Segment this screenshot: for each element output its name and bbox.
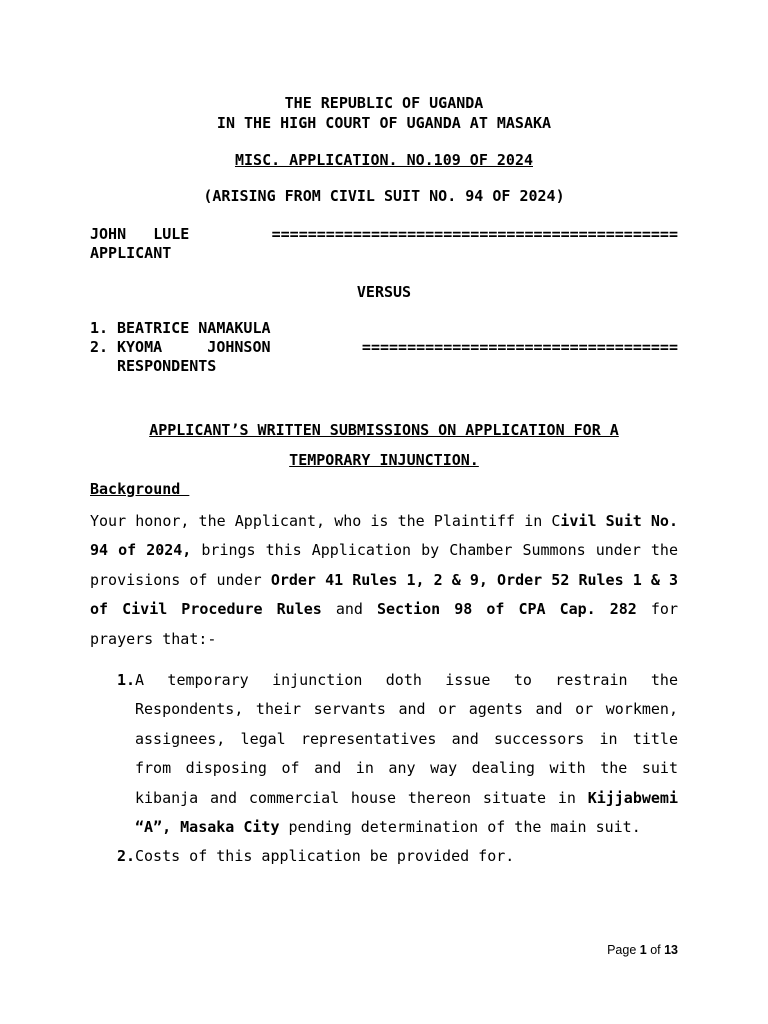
applicant-rule: ============================================= [271, 225, 678, 243]
republic-title: THE REPUBLIC OF UGANDA [284, 94, 484, 112]
prayer-1-text-1: A temporary injunction doth issue to restrain the Respondents, their servants and or agents and or workmen, assignees, legal representatives and successors in title from disposing of and in any way dealing with the suit kibanja and commercial house thereon situate in [135, 671, 678, 807]
respondents-role: RESPONDENTS [117, 357, 217, 375]
applicant-name: JOHN LULE [90, 225, 190, 243]
applicant-line [90, 225, 678, 244]
page-footer [607, 943, 678, 957]
prayer-text [135, 666, 678, 842]
prayer-number: 1. [116, 671, 135, 690]
background-text-4: for prayers that:- [90, 600, 678, 648]
respondent-1 [90, 319, 678, 338]
respondent-rule: =================================== [361, 338, 678, 356]
background-text-3: and [321, 600, 377, 619]
arising-from: (ARISING FROM CIVIL SUIT NO. 94 OF 2024) [203, 187, 565, 205]
background-text-1: Your honor, the Applicant, who is the Plaintiff in C [90, 512, 561, 530]
section-ref: Section 98 of CPA Cap. 282 [376, 600, 637, 619]
prayer-number: 2. [116, 847, 135, 866]
submission-title [90, 415, 678, 475]
versus-label: VERSUS [356, 283, 412, 301]
background-text-2: brings this Application by Chamber Summons under the provisions of under [90, 541, 678, 589]
list-item [90, 666, 678, 842]
submission-title-line-1: APPLICANT’S WRITTEN SUBMISSIONS ON APPLICATION FOR A [149, 421, 619, 439]
respondent-1-number: 1. [90, 319, 109, 337]
page-number: 1 [639, 943, 647, 957]
respondent-2-number: 2. [90, 338, 109, 356]
respondent-2 [90, 338, 678, 357]
prayer-1-text-2: pending determination of the main suit. [279, 818, 641, 837]
page-word: Page [607, 943, 640, 957]
court-title: IN THE HIGH COURT OF UGANDA AT MASAKA [216, 114, 552, 132]
background-paragraph [90, 507, 678, 654]
order-rules-ref: Order 41 Rules 1, 2 & 9, Order 52 Rules 1 & 3 of Civil Procedure Rules [90, 570, 678, 619]
civil-suit-ref: ivil Suit No. 94 of 2024, [90, 512, 678, 560]
applicant-role: APPLICANT [90, 244, 172, 262]
respondent-2-name: KYOMA JOHNSON [117, 338, 271, 356]
case-number: MISC. APPLICATION. NO.109 OF 2024 [234, 151, 533, 169]
list-item [90, 842, 678, 871]
prayer-text: Costs of this application be provided for. [135, 847, 515, 866]
submission-title-line-2: TEMPORARY INJUNCTION. [289, 451, 479, 469]
respondents-block [90, 319, 678, 376]
prayers-list [90, 666, 678, 872]
location-ref: Kijjabwemi “A”, Masaka City [135, 788, 678, 837]
page-total: 13 [664, 943, 678, 957]
respondent-1-name: BEATRICE NAMAKULA [117, 319, 271, 337]
of-word: of [646, 943, 665, 957]
background-heading: Background [90, 480, 190, 498]
document-page [90, 93, 678, 872]
